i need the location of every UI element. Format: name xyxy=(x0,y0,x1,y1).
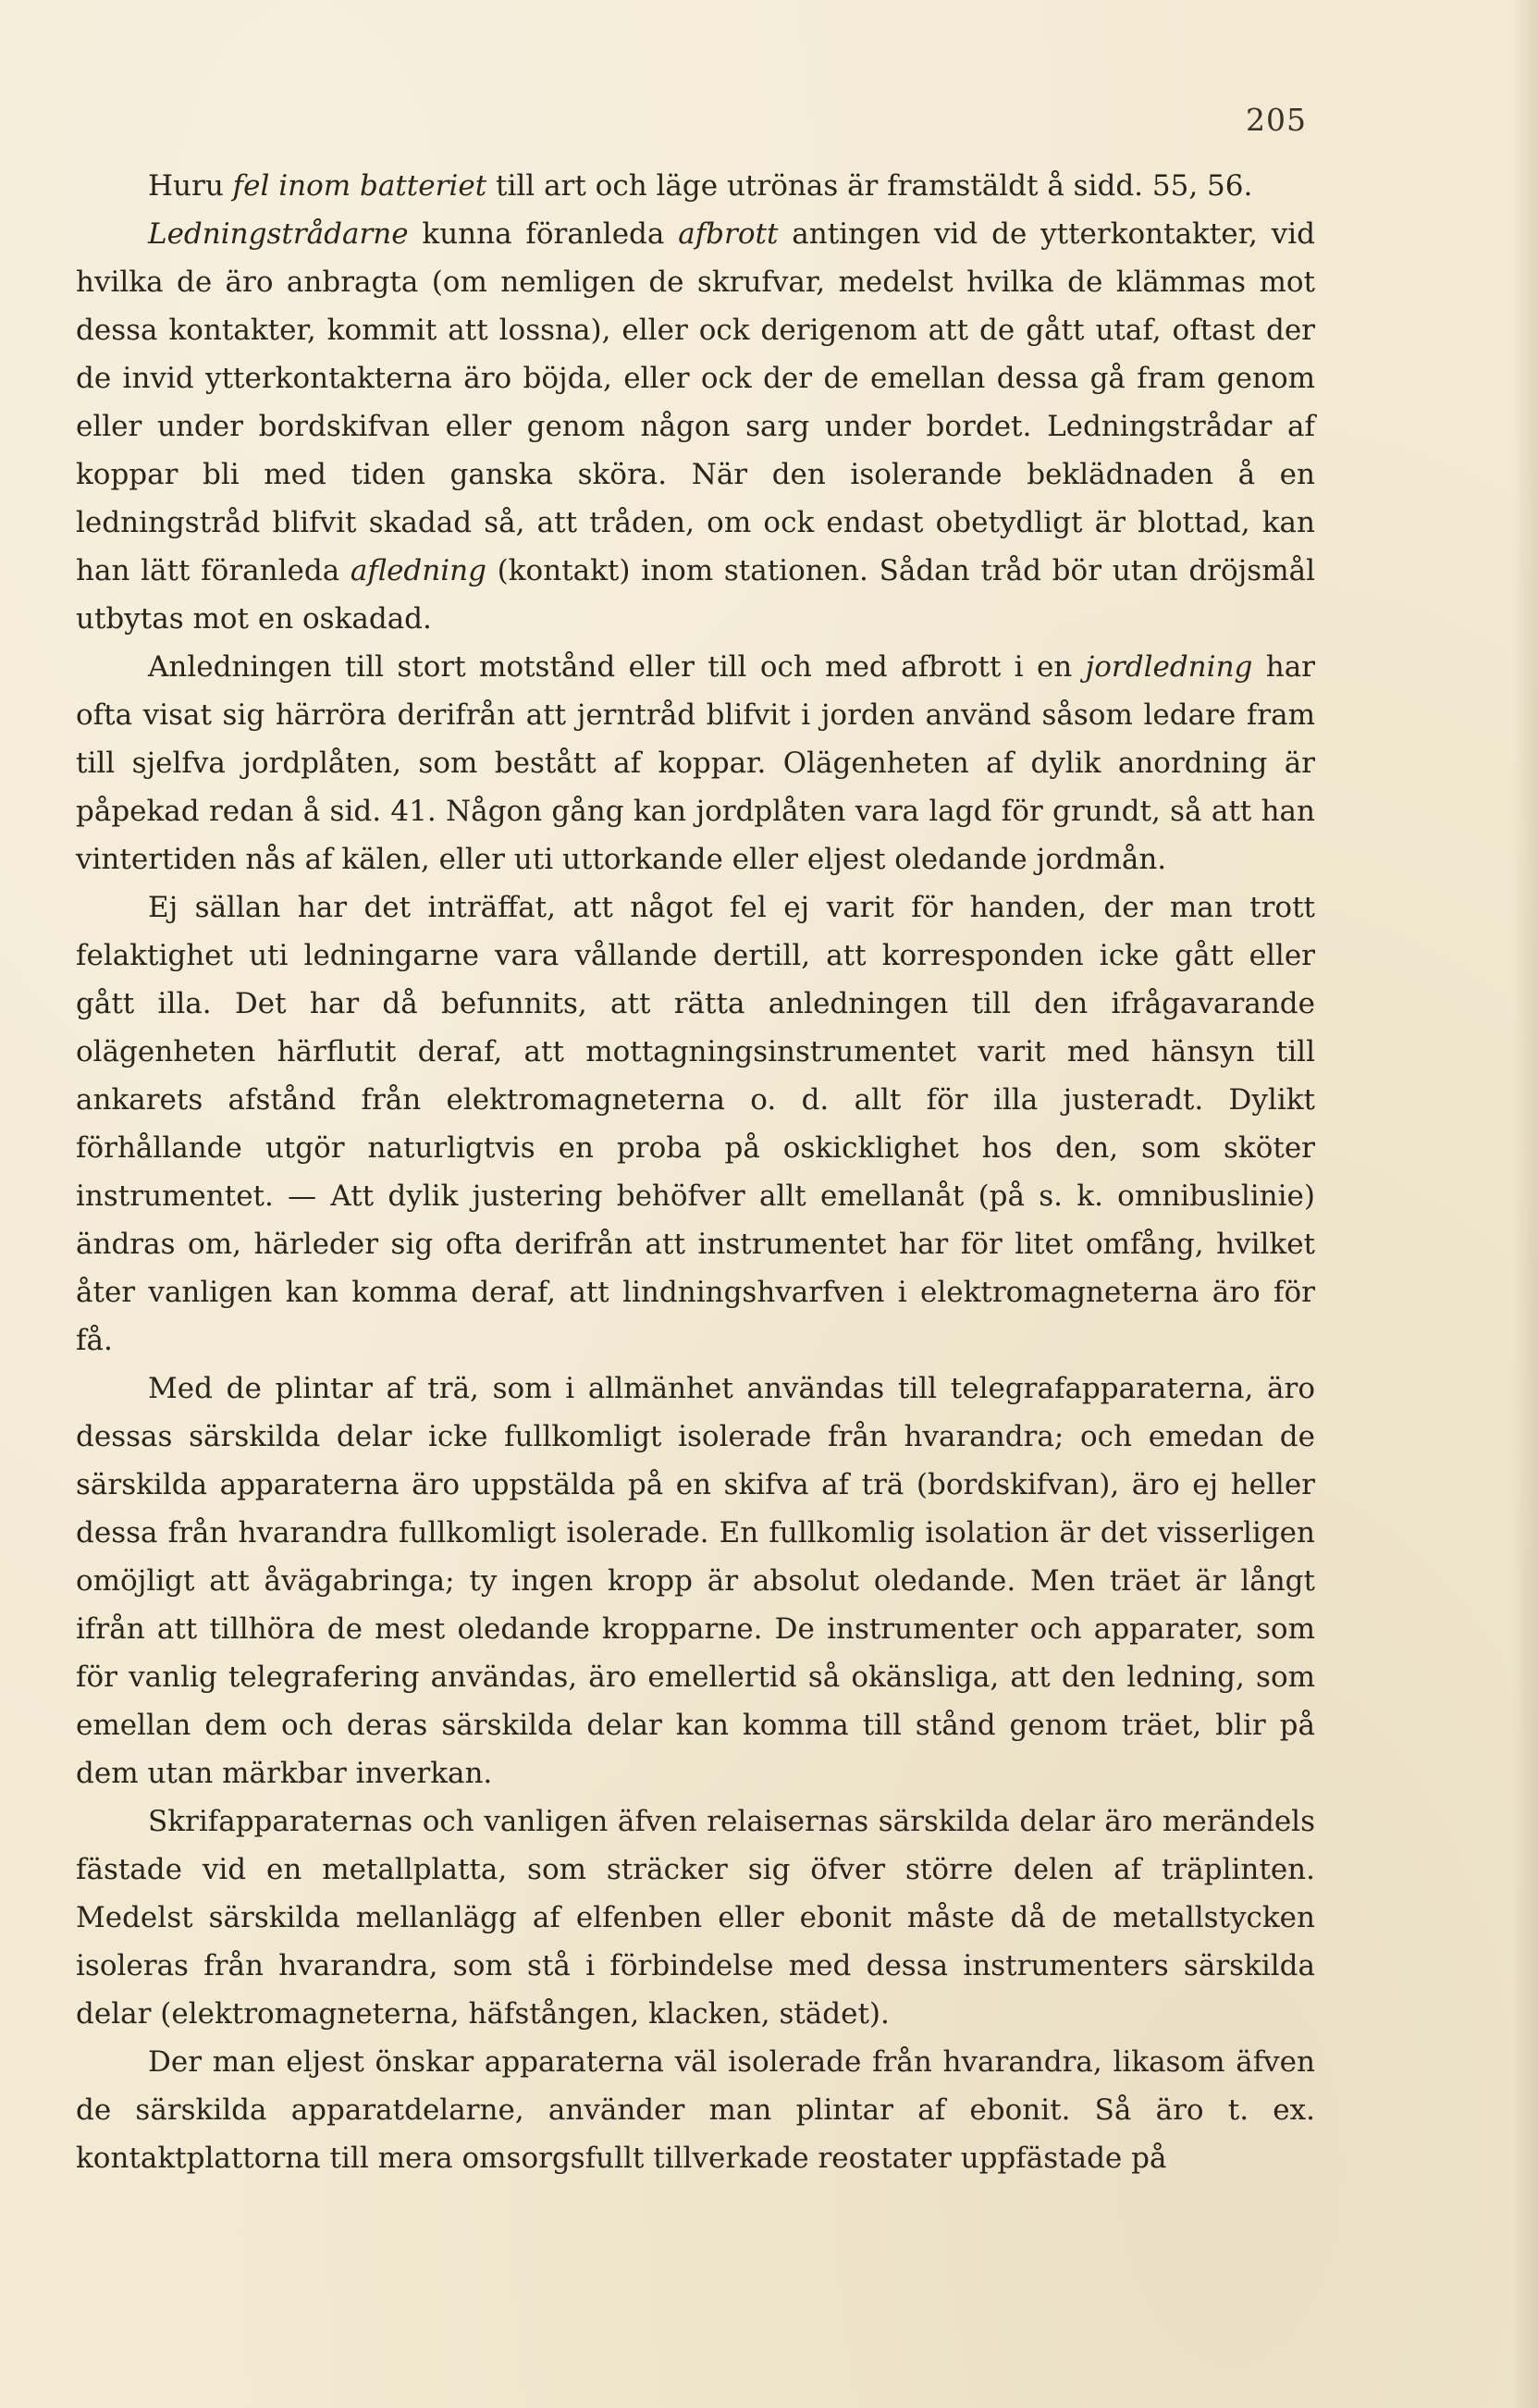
paragraph-1 xyxy=(76,162,1315,210)
p2-italic-afbrott: afbrott xyxy=(678,217,779,251)
body-text xyxy=(76,162,1315,2182)
p2-text-g: (kontakt) inom stationen. Sådan tråd bör utan dröjsmål utbytas mot en oskadad. xyxy=(76,554,1315,636)
paragraph-2 xyxy=(76,210,1315,643)
p2-text-e: antingen vid de ytterkontakter, vid hvilka de äro anbragta (om nemligen de skrufvar, medelst hvilka de klämmas mot dessa kontakter, kommit att lossna), eller ock derigenom att de gått utaf, oftast der de invid ytterkontakterna äro böjda, eller ock der de emellan dessa gå fram genom eller under bordskifvan eller genom någon sarg under bordet. Ledningstrådar af koppar bli med tiden ganska sköra. När den isolerande beklädnaden å en ledningstråd blifvit skadad så, att tråden, om ock endast obetydligt är blottad, kan han lätt föranleda xyxy=(76,217,1316,587)
p1-italic-term: fel inom batteriet xyxy=(232,169,487,203)
paragraph-3 xyxy=(76,643,1315,883)
paragraph-7: Der man eljest önskar apparaterna väl isolerade från hvarandra, likasom äfven de särskilda apparatdelarne, använder man plintar af ebonit. Så äro t. ex. kontaktplattorna till mera omsorgsfullt tillverkade reostater uppfästade på xyxy=(76,2045,1315,2175)
page-edge-shadow xyxy=(1512,0,1538,2408)
paragraph-5: Med de plintar af trä, som i allmänhet användas till telegrafapparaterna, äro dessas särskilda delar icke fullkomligt isolerade från hvarandra; och emedan de särskilda apparaterna äro uppstälda på en skifva af trä (bordskifvan), äro ej heller dessa från hvarandra fullkomligt isolerade. En fullkomlig isolation är det visserligen omöjligt att åvägabringa; ty ingen kropp är absolut oledande. Men träet är långt ifrån att tillhöra de mest oledande kropparne. De instrumenter och apparater, som för vanlig telegrafering användas, äro emellertid så okänsliga, att den ledning, som emellan dem och deras särskilda delar kan komma till stånd genom träet, blir på dem utan märkbar inverkan. xyxy=(76,1372,1315,1790)
p2-italic-afledning: afledning xyxy=(350,554,486,587)
p2-italic-ledningstradarne: Ledningstrådarne xyxy=(148,217,409,251)
page-number: 205 xyxy=(1246,102,1307,138)
p1-text-a: Huru xyxy=(148,169,233,203)
p3-text-c: har ofta visat sig härröra derifrån att jerntråd blifvit i jorden använd såsom ledare fram till sjelfva jordplåten, som bestått af koppar. Olägenheten af dylik anordning är påpekad redan å sid. 41. Någon gång kan jordplåten vara lagd för grundt, så att han vintertiden nås af kälen, eller uti uttorkande eller eljest oledande jordmån. xyxy=(76,650,1316,876)
p2-text-c: kunna föranleda xyxy=(408,217,679,251)
p1-text-c: till art och läge utrönas är framstäldt å sidd. 55, 56. xyxy=(486,169,1253,203)
paragraph-4: Ej sällan har det inträffat, att något fel ej varit för handen, der man trott felaktighet uti ledningarne vara vållande dertill, att korresponden icke gått eller gått illa. Det har då befunnits, att rätta anledningen till den ifrågavarande olägenheten härflutit deraf, att mottagningsinstrumentet varit med hänsyn till ankarets afstånd från elektromagneterna o. d. allt för illa justeradt. Dylikt förhållande utgör naturligtvis en proba på oskicklighet hos den, som sköter instrumentet. — Att dylik justering behöfver allt emellanåt (på s. k. omnibuslinie) ändras om, härleder sig ofta derifrån att instrumentet har för litet omfång, hvilket åter vanligen kan komma deraf, att lindningshvarfven i elektromagneterna äro för få. xyxy=(76,891,1315,1357)
p3-text-a: Anledningen till stort motstånd eller till och med afbrott i en xyxy=(148,650,1086,684)
paragraph-6: Skrifapparaternas och vanligen äfven relaisernas särskilda delar äro merändels fästade vid en metallplatta, som sträcker sig öfver större delen af träplinten. Medelst särskilda mellanlägg af elfenben eller ebonit måste då de metallstycken isoleras från hvarandra, som stå i förbindelse med dessa instrumenters särskilda delar (elektromagneterna, häfstången, klacken, städet). xyxy=(76,1805,1315,2031)
p3-italic-jordledning: jordledning xyxy=(1085,650,1253,684)
